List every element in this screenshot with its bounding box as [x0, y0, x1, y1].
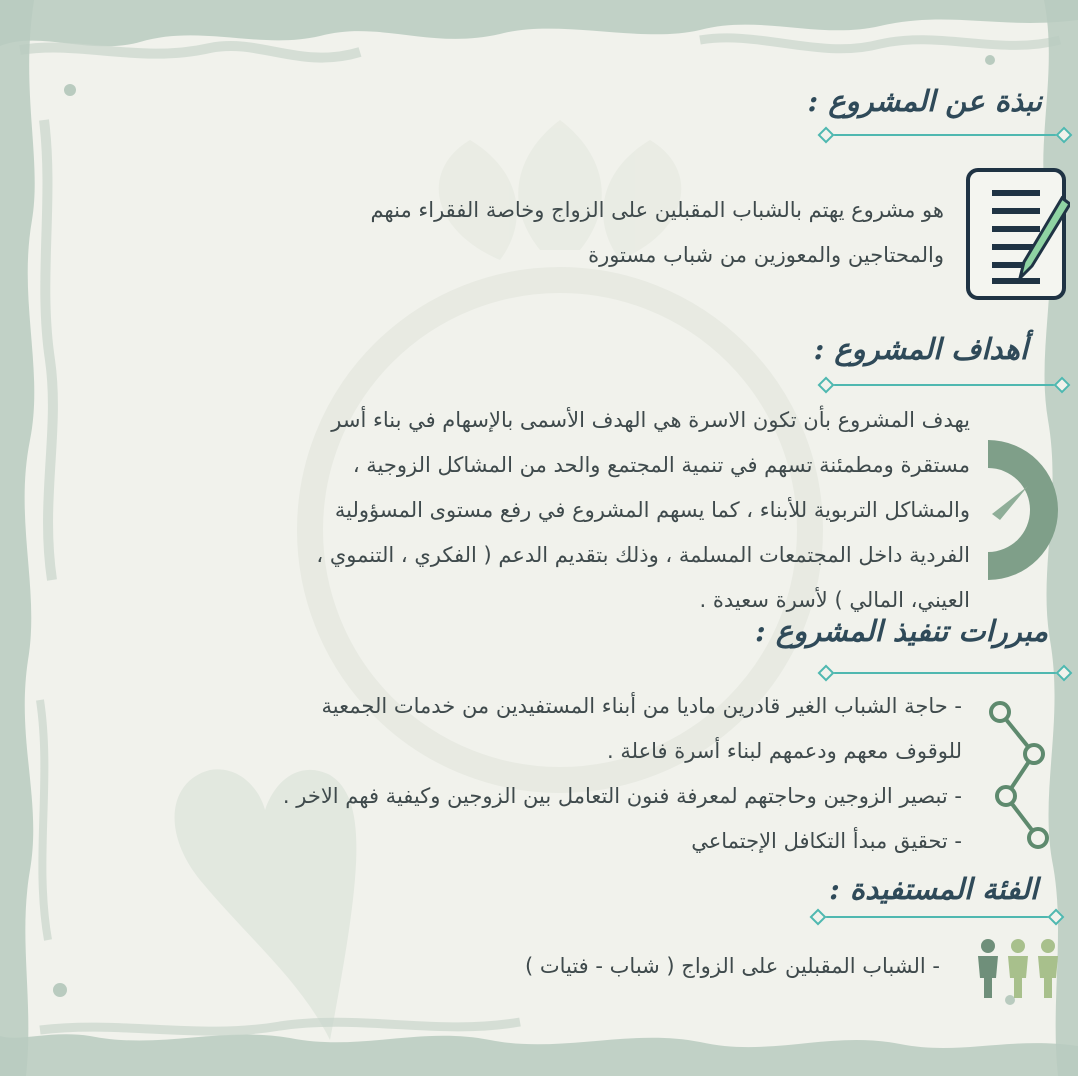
paragraph-reasons	[22, 684, 962, 864]
title-underline-goals	[826, 384, 1064, 386]
section-title-about: نبذة عن المشروع :	[807, 84, 1042, 118]
text-line: والمحتاجين والمعوزين من شباب مستورة	[588, 243, 944, 267]
title-underline-beneficiaries	[818, 916, 1058, 918]
title-underline-about	[826, 134, 1066, 136]
text-line: - تحقيق مبدأ التكافل الإجتماعي	[691, 829, 962, 853]
text-line: - الشباب المقبلين على الزواج ( شباب - فتيات )	[524, 954, 940, 978]
title-underline-reasons	[826, 672, 1066, 674]
people-group-icon	[970, 938, 1066, 1000]
text-line: هو مشروع يهتم بالشباب المقبلين على الزواج وخاصة الفقراء منهم	[370, 198, 944, 222]
paragraph-about	[84, 188, 944, 278]
text-line: - حاجة الشباب الغير قادرين ماديا من أبناء المستفيدين من خدمات الجمعية	[321, 694, 962, 718]
section-title-reasons: مبررات تنفيذ المشروع :	[755, 614, 1048, 648]
text-line: يهدف المشروع بأن تكون الاسرة هي الهدف الأسمى بالإسهام في بناء أسر	[331, 408, 970, 432]
text-line: والمشاكل التربوية للأبناء ، كما يسهم المشروع في رفع مستوى المسؤولية	[334, 498, 970, 522]
timeline-nodes-icon	[984, 698, 1054, 854]
paragraph-goals	[20, 398, 970, 623]
document-pen-icon	[962, 166, 1070, 304]
text-line: للوقوف معهم ودعمهم لبناء أسرة فاعلة .	[607, 739, 962, 763]
text-line: العيني، المالي ) لأسرة سعيدة .	[699, 588, 970, 612]
section-title-beneficiaries: الفئة المستفيدة :	[829, 872, 1038, 906]
text-line: مستقرة ومطمئنة تسهم في تنمية المجتمع والحد من المشاكل الزوجية ،	[352, 453, 970, 477]
paragraph-beneficiaries	[240, 944, 940, 989]
gauge-icon	[982, 434, 1064, 584]
text-line: الفردية داخل المجتمعات المسلمة ، وذلك بتقديم الدعم ( الفكري ، التنموي ،	[316, 543, 970, 567]
section-title-goals: أهداف المشروع :	[813, 332, 1028, 366]
text-line: - تبصير الزوجين وحاجتهم لمعرفة فنون التعامل بين الزوجين وكيفية فهم الاخر .	[282, 784, 962, 808]
